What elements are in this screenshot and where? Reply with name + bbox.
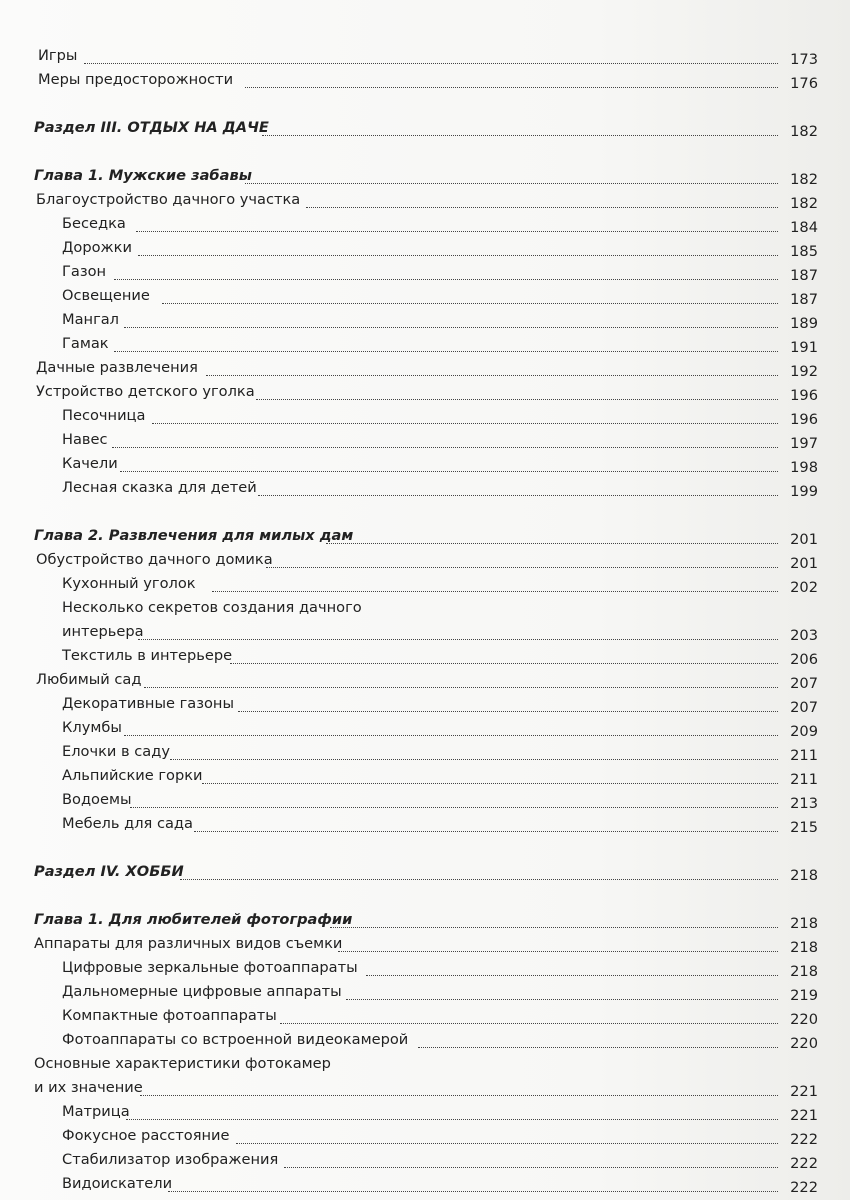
toc-subentry	[0, 330, 850, 354]
toc-entry-label: Глава 2. Развлечения для милых дам	[34, 527, 354, 544]
toc-entry	[0, 378, 850, 402]
toc-entry-label: Текстиль в интерьере	[62, 647, 233, 664]
toc-entry-label: Фотоаппараты со встроенной видеокамерой	[62, 1031, 409, 1048]
toc-subentry	[0, 210, 850, 234]
toc-page-number: 173	[790, 51, 818, 68]
toc-entry-label: Фокусное расстояние	[62, 1127, 230, 1144]
toc-entry-label: Клумбы	[62, 719, 122, 736]
toc-page-number: 197	[790, 435, 818, 452]
toc-section-heading	[0, 114, 850, 138]
toc-page-number: 192	[790, 363, 818, 380]
toc-subentry	[0, 402, 850, 426]
toc-page-number: 215	[790, 819, 818, 836]
toc-entry-label: Раздел IV. ХОББИ	[34, 863, 184, 880]
toc-entry-label: Глава 1. Мужские забавы	[34, 167, 252, 184]
toc-entry-label: Компактные фотоаппараты	[62, 1007, 277, 1024]
toc-page-number: 218	[790, 939, 818, 956]
toc-entry-label: Игры	[38, 47, 78, 64]
toc-page-number: 182	[790, 123, 818, 140]
dot-leader	[266, 567, 778, 568]
toc-subentry	[0, 426, 850, 450]
toc-subentry	[0, 762, 850, 786]
toc-page-number: 222	[790, 1179, 818, 1196]
toc-subentry	[0, 306, 850, 330]
toc-entry-label: Аппараты для различных видов съемки	[34, 935, 343, 952]
toc-chapter-heading	[0, 162, 850, 186]
toc-page-number: 218	[790, 867, 818, 884]
dot-leader	[168, 1191, 778, 1192]
toc-page-number: 184	[790, 219, 818, 236]
dot-leader	[84, 63, 778, 64]
dot-leader	[338, 951, 778, 952]
toc-page-number: 213	[790, 795, 818, 812]
dot-leader	[120, 471, 778, 472]
dot-leader	[136, 231, 778, 232]
toc-entry-label: Лесная сказка для детей	[62, 479, 257, 496]
toc-page-number: 221	[790, 1083, 818, 1100]
dot-leader	[124, 735, 778, 736]
dot-leader	[180, 879, 778, 880]
dot-leader	[212, 591, 778, 592]
toc-page-number: 196	[790, 387, 818, 404]
dot-leader	[152, 423, 778, 424]
toc-page-number: 176	[790, 75, 818, 92]
toc-page-number: 207	[790, 699, 818, 716]
toc-subentry	[0, 1122, 850, 1146]
dot-leader	[366, 975, 778, 976]
toc-entry-label: Дачные развлечения	[36, 359, 198, 376]
toc-entry-label: Любимый сад	[36, 671, 142, 688]
dot-leader	[284, 1167, 778, 1168]
toc-entry-label: Газон	[62, 263, 107, 280]
toc-page-number: 187	[790, 267, 818, 284]
toc-page-number: 206	[790, 651, 818, 668]
dot-leader	[114, 279, 778, 280]
toc-subentry	[0, 714, 850, 738]
toc-entry-label: Беседка	[62, 215, 126, 232]
toc-entry	[0, 354, 850, 378]
toc-page-number: 198	[790, 459, 818, 476]
toc-page-number: 222	[790, 1131, 818, 1148]
toc-entry-label: Кухонный уголок	[62, 575, 196, 592]
toc-chapter-heading	[0, 522, 850, 546]
toc-section-heading	[0, 858, 850, 882]
toc-entry-label: Основные характеристики фотокамер	[34, 1055, 331, 1072]
toc-subentry	[0, 450, 850, 474]
toc-entry-label: Благоустройство дачного участка	[36, 191, 301, 208]
dot-leader	[256, 399, 778, 400]
dot-leader	[230, 663, 778, 664]
toc-subentry	[0, 570, 850, 594]
toc-subentry	[0, 1170, 850, 1194]
toc-subentry	[0, 810, 850, 834]
toc-page-number: 182	[790, 195, 818, 212]
toc-entry	[0, 546, 850, 570]
toc-page-number: 220	[790, 1035, 818, 1052]
toc-entry-label: Стабилизатор изображения	[62, 1151, 279, 1168]
toc-entry-label: Устройство детского уголка	[36, 383, 255, 400]
toc-page-number: 185	[790, 243, 818, 260]
toc-entry-label: Мангал	[62, 311, 120, 328]
toc-subentry	[0, 258, 850, 282]
dot-leader	[138, 255, 778, 256]
dot-leader	[330, 927, 778, 928]
toc-entry-label: Гамак	[62, 335, 109, 352]
toc-entry-label: Мебель для сада	[62, 815, 193, 832]
toc-page-number: 222	[790, 1155, 818, 1172]
dot-leader	[144, 687, 778, 688]
toc-page-number: 202	[790, 579, 818, 596]
toc-page-number: 191	[790, 339, 818, 356]
dot-leader	[245, 87, 778, 88]
toc-subentry	[0, 978, 850, 1002]
toc-entry	[0, 930, 850, 954]
dot-leader	[245, 183, 778, 184]
dot-leader	[326, 543, 778, 544]
toc-entry-label: Глава 1. Для любителей фотографии	[34, 911, 353, 928]
dot-leader	[124, 327, 778, 328]
toc-page-number: 218	[790, 963, 818, 980]
toc-entry-label: Видоискатели	[62, 1175, 173, 1192]
toc-page-number: 189	[790, 315, 818, 332]
dot-leader	[306, 207, 778, 208]
dot-leader	[236, 1143, 778, 1144]
toc-entry-label: Песочница	[62, 407, 146, 424]
toc-page-number: 221	[790, 1107, 818, 1124]
toc-entry-label: Меры предосторожности	[38, 71, 234, 88]
toc-entry-label: Матрица	[62, 1103, 130, 1120]
toc-page-number: 203	[790, 627, 818, 644]
toc-chapter-heading	[0, 906, 850, 930]
dot-leader	[262, 135, 778, 136]
dot-leader	[418, 1047, 778, 1048]
toc-entry	[0, 66, 850, 90]
toc-entry	[0, 186, 850, 210]
toc-subentry	[0, 690, 850, 714]
toc-entry-label-continued: и их значение	[34, 1079, 143, 1096]
toc-entry-label: Елочки в саду	[62, 743, 170, 760]
toc-entry-label: Несколько секретов создания дачного	[62, 599, 362, 616]
toc-subentry	[0, 786, 850, 810]
toc-subentry	[0, 642, 850, 666]
toc-page-number: 201	[790, 555, 818, 572]
toc-page-number: 219	[790, 987, 818, 1004]
dot-leader	[170, 759, 778, 760]
toc-entry-label: Цифровые зеркальные фотоаппараты	[62, 959, 358, 976]
toc-entry-label: Альпийские горки	[62, 767, 203, 784]
toc-subentry	[0, 738, 850, 762]
toc-entry-label: Дальномерные цифровые аппараты	[62, 983, 342, 1000]
toc-entry-label: Освещение	[62, 287, 150, 304]
toc-page-number: 218	[790, 915, 818, 932]
toc-subentry	[0, 474, 850, 498]
toc-entry-label: Водоемы	[62, 791, 132, 808]
toc-page-number: 201	[790, 531, 818, 548]
toc-entry-label: Обустройство дачного домика	[36, 551, 273, 568]
dot-leader	[114, 351, 778, 352]
toc-subentry	[0, 234, 850, 258]
toc-page-number: 199	[790, 483, 818, 500]
dot-leader	[206, 375, 778, 376]
dot-leader	[138, 639, 778, 640]
toc-entry-label: Декоративные газоны	[62, 695, 234, 712]
toc-subentry	[0, 1098, 850, 1122]
dot-leader	[280, 1023, 778, 1024]
dot-leader	[194, 831, 778, 832]
toc-page-number: 196	[790, 411, 818, 428]
dot-leader	[112, 447, 778, 448]
toc-entry-label: Навес	[62, 431, 108, 448]
dot-leader	[130, 807, 778, 808]
toc-subentry	[0, 1026, 850, 1050]
dot-leader	[258, 495, 778, 496]
dot-leader	[346, 999, 778, 1000]
toc-entry	[0, 666, 850, 690]
toc-entry-label: Дорожки	[62, 239, 132, 256]
toc-page-number: 207	[790, 675, 818, 692]
toc-entry	[0, 1055, 850, 1100]
toc-page-number: 220	[790, 1011, 818, 1028]
toc-entry-label: Качели	[62, 455, 118, 472]
toc-page-number: 182	[790, 171, 818, 188]
toc-page-number: 211	[790, 747, 818, 764]
toc-subentry	[0, 1002, 850, 1026]
toc-subentry	[0, 282, 850, 306]
toc-subentry	[0, 954, 850, 978]
toc-page-number: 209	[790, 723, 818, 740]
dot-leader	[238, 711, 778, 712]
toc-subentry	[0, 1146, 850, 1170]
toc-entry-label: Раздел III. ОТДЫХ НА ДАЧЕ	[34, 119, 269, 136]
toc-page-number: 187	[790, 291, 818, 308]
toc-page-number: 211	[790, 771, 818, 788]
toc-entry-label-continued: интерьера	[62, 623, 144, 640]
toc-subentry	[0, 599, 850, 644]
dot-leader	[126, 1119, 778, 1120]
dot-leader	[162, 303, 778, 304]
dot-leader	[202, 783, 778, 784]
toc-entry	[0, 42, 850, 66]
dot-leader	[140, 1095, 778, 1096]
